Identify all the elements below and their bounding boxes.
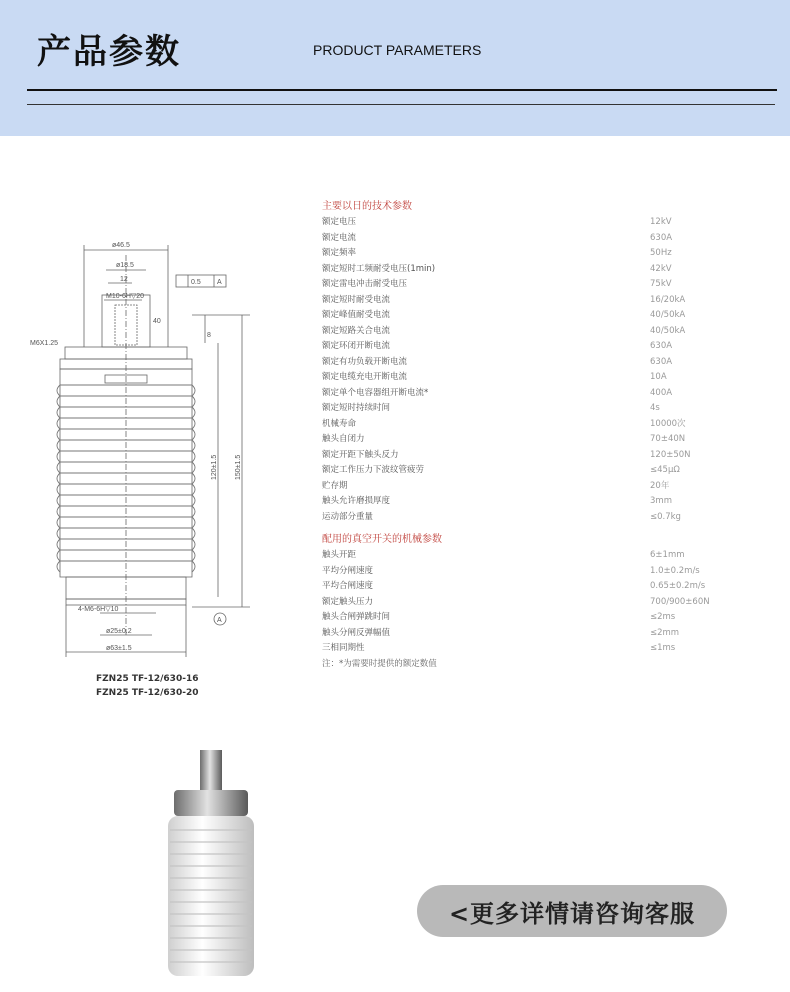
spec-label: 贮存期: [322, 480, 348, 491]
spec-value: 0.65±0.2m/s: [650, 581, 706, 591]
spec-label: 触头开距: [322, 550, 357, 560]
spec-note: 注：*为需要时提供的额定数值: [322, 658, 437, 669]
dim-flatness: 0.5: [191, 279, 201, 286]
spec-value: ≤0.7kg: [650, 511, 681, 522]
spec-value: ≤45μΩ: [650, 465, 680, 475]
spec-row: [322, 215, 742, 231]
dim-side-note: M6X1.25: [30, 340, 59, 347]
spec-value: 40/50kA: [650, 310, 686, 320]
spec-value: 630A: [650, 341, 673, 351]
spec-label: 额定短时耐受电流: [322, 294, 391, 305]
model-list: [96, 672, 198, 700]
spec-value: 40/50kA: [650, 325, 686, 336]
mech-params-title: 配用的真空开关的机械参数: [322, 534, 442, 545]
dim-total-height: 150±1.5: [235, 454, 242, 480]
spec-row: [322, 231, 742, 247]
spec-row: [322, 494, 742, 510]
dim-inner-height: 120±1.5: [211, 454, 218, 480]
spec-value: 10000次: [650, 418, 686, 429]
photo-ceramic: [168, 816, 254, 976]
dim-base-dia: ø63±1.5: [106, 645, 132, 652]
photo-cap: [174, 790, 248, 816]
spec-value: 75kV: [650, 279, 672, 289]
photo-stem: [200, 750, 222, 795]
spec-row: [322, 641, 742, 657]
spec-label: 额定单个电容器组开断电流*: [322, 387, 429, 398]
more-info-button[interactable]: <更多详情请咨询客服: [417, 885, 727, 937]
dim-thread-top: M10-6H▽20: [106, 293, 145, 300]
spec-row: [322, 564, 742, 580]
spec-value: 16/20kA: [650, 294, 686, 305]
spec-row: [322, 308, 742, 324]
spec-label: 触头分闸反弹幅值: [322, 627, 391, 638]
dim-width-12: 12: [120, 276, 128, 283]
spec-row: [322, 246, 742, 262]
spec-value: ≤2mm: [650, 627, 680, 638]
spec-label: 触头合闸弹跳时间: [322, 612, 391, 622]
spec-row: [322, 626, 742, 642]
spec-label: 额定短时工频耐受电压(1min): [322, 263, 436, 274]
spec-value: 400A: [650, 387, 673, 398]
spec-row: [322, 579, 742, 595]
spec-label: 平均合闸速度: [322, 581, 374, 591]
spec-label: 三相同期性: [322, 643, 365, 653]
spec-label: 额定触头压力: [322, 596, 374, 607]
header-rule-thin: [27, 104, 775, 105]
spec-label: 额定频率: [322, 248, 357, 258]
dim-s6: 8: [207, 332, 211, 339]
spec-label: 机械寿命: [322, 418, 357, 429]
dim-top-dia: ø46.5: [112, 242, 130, 249]
spec-row: [322, 262, 742, 278]
main-params-title: 主要以日的技术参数: [322, 201, 412, 212]
spec-label: 额定有功负载开断电流: [322, 356, 408, 367]
header-banner: [0, 0, 790, 136]
dim-datum: A: [217, 279, 222, 286]
main-params-list: [322, 215, 742, 525]
mech-params-list: [322, 548, 742, 657]
spec-label: 额定短路关合电流: [322, 325, 391, 336]
spec-value: 630A: [650, 356, 673, 367]
spec-row: [322, 448, 742, 464]
spec-row: [322, 463, 742, 479]
spec-row: [322, 277, 742, 293]
spec-label: 平均分闸速度: [322, 565, 374, 576]
dim-datum-circle: A: [217, 617, 222, 624]
page-subtitle: PRODUCT PARAMETERS: [313, 42, 482, 58]
spec-value: 70±40N: [650, 434, 686, 444]
spec-row: [322, 479, 742, 495]
spec-row: [322, 610, 742, 626]
spec-row: [322, 324, 742, 340]
spec-label: 额定环闭开断电流: [322, 341, 391, 351]
spec-label: 额定短时持续时间: [322, 403, 391, 413]
spec-label: 额定电缆充电开断电流: [322, 372, 408, 382]
spec-value: ≤1ms: [650, 643, 676, 653]
spec-row: [322, 339, 742, 355]
technical-drawing: [20, 215, 290, 695]
spec-label: 运动部分重量: [322, 511, 374, 522]
spec-row: [322, 370, 742, 386]
spec-row: [322, 417, 742, 433]
spec-label: 额定电压: [322, 217, 357, 227]
spec-label: 额定雷电冲击耐受电压: [322, 279, 408, 289]
spec-value: 1.0±0.2m/s: [650, 565, 700, 576]
spec-row: [322, 293, 742, 309]
spec-row: [322, 432, 742, 448]
spec-value: 700/900±60N: [650, 596, 710, 607]
spec-value: 6±1mm: [650, 550, 685, 560]
spec-row: [322, 548, 742, 564]
dim-inner-dia: ø18.5: [116, 262, 134, 269]
spec-value: 120±50N: [650, 449, 691, 460]
spec-value: 42kV: [650, 263, 672, 274]
spec-row: [322, 386, 742, 402]
spec-label: 额定电流: [322, 232, 357, 243]
model-line-2: FZN25 TF-12/630-20: [96, 688, 199, 698]
spec-value: 4s: [650, 403, 660, 413]
model-line-1: FZN25 TF-12/630-16: [96, 674, 199, 684]
spec-label: 额定峰值耐受电流: [322, 310, 391, 320]
spec-value: 630A: [650, 232, 673, 243]
spec-value: 3mm: [650, 496, 672, 506]
spec-row: [322, 510, 742, 526]
spec-value: 10A: [650, 372, 667, 382]
dim-thread-bottom: 4-M6-6H▽10: [78, 606, 119, 613]
header-rule-thick: [27, 89, 777, 91]
spec-value: 20年: [650, 480, 670, 491]
spec-value: 50Hz: [650, 248, 672, 258]
product-photo: [160, 740, 260, 980]
page-title: 产品参数: [37, 32, 181, 72]
dim-bolt-circle: ø25±0.2: [106, 628, 132, 635]
spec-row: [322, 595, 742, 611]
spec-label: 额定开距下触头反力: [322, 449, 399, 460]
spec-row: [322, 355, 742, 371]
spec-row: [322, 401, 742, 417]
spec-label: 额定工作压力下波纹管疲劳: [322, 465, 425, 475]
spec-label: 触头自闭力: [322, 434, 365, 444]
dim-depth-40: 40: [153, 318, 161, 325]
spec-table: [322, 198, 742, 672]
spec-value: 12kV: [650, 217, 672, 227]
spec-value: ≤2ms: [650, 612, 676, 622]
spec-label: 触头允许磨损厚度: [322, 496, 391, 506]
